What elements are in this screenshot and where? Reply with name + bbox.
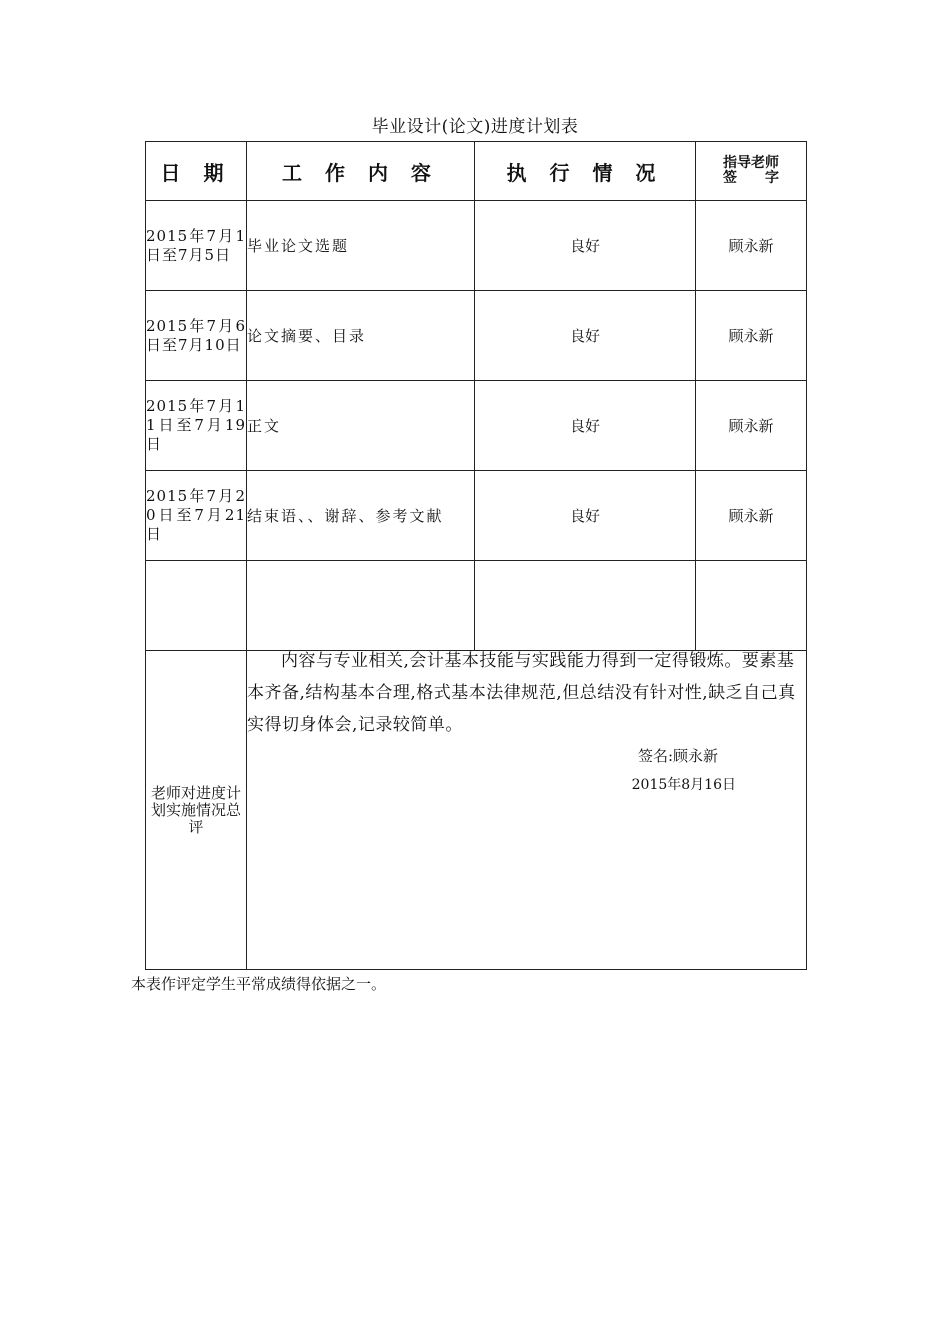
row-content: 正文 bbox=[247, 381, 475, 471]
header-content: 工 作 内 容 bbox=[247, 142, 475, 201]
table-row bbox=[146, 381, 807, 471]
row-date bbox=[146, 561, 247, 651]
row-sign bbox=[696, 561, 807, 651]
row-status: 良好 bbox=[475, 201, 696, 291]
row-sign: 顾永新 bbox=[696, 471, 807, 561]
row-content: 论文摘要、目录 bbox=[247, 291, 475, 381]
header-status: 执 行 情 况 bbox=[475, 142, 696, 201]
row-content: 毕业论文选题 bbox=[247, 201, 475, 291]
row-status: 良好 bbox=[475, 381, 696, 471]
header-sign bbox=[696, 142, 807, 201]
row-content bbox=[247, 561, 475, 651]
footnote: 本表作评定学生平常成绩得依据之一。 bbox=[131, 975, 387, 993]
table-row bbox=[146, 471, 807, 561]
row-status: 良好 bbox=[475, 471, 696, 561]
row-status bbox=[475, 561, 696, 651]
header-sign-line2: 签 字 bbox=[723, 170, 779, 186]
summary-body bbox=[247, 651, 807, 970]
row-date: 2015年7月20日至7月21日 bbox=[146, 471, 247, 561]
summary-signature: 签名:顾永新 bbox=[637, 747, 718, 765]
document-title: 毕业设计(论文)进度计划表 bbox=[371, 117, 579, 137]
summary-comment: 内容与专业相关,会计基本技能与实践能力得到一定得锻炼。要素基本齐备,结构基本合理,格式基本法律规范,但总结没有针对性,缺乏自己真实得切身体会,记录较简单。 bbox=[247, 651, 796, 735]
row-date: 2015年7月11日至7月19日 bbox=[146, 381, 247, 471]
row-status: 良好 bbox=[475, 291, 696, 381]
summary-date: 2015年8月16日 bbox=[631, 777, 736, 793]
row-sign: 顾永新 bbox=[696, 201, 807, 291]
row-content: 结束语、、谢辞、参考文献 bbox=[247, 471, 475, 561]
progress-plan-table bbox=[145, 141, 807, 970]
table-row-empty bbox=[146, 561, 807, 651]
header-sign-line1: 指导老师 bbox=[723, 155, 779, 171]
table-header-row bbox=[146, 142, 807, 201]
row-date: 2015年7月6日至7月10日 bbox=[146, 291, 247, 381]
summary-label: 老师对进度计划实施情况总评 bbox=[146, 651, 247, 970]
header-date: 日 期 bbox=[146, 142, 247, 201]
summary-row bbox=[146, 651, 807, 970]
row-sign: 顾永新 bbox=[696, 381, 807, 471]
row-sign: 顾永新 bbox=[696, 291, 807, 381]
row-date: 2015年7月1日至7月5日 bbox=[146, 201, 247, 291]
table-row bbox=[146, 291, 807, 381]
table-row bbox=[146, 201, 807, 291]
